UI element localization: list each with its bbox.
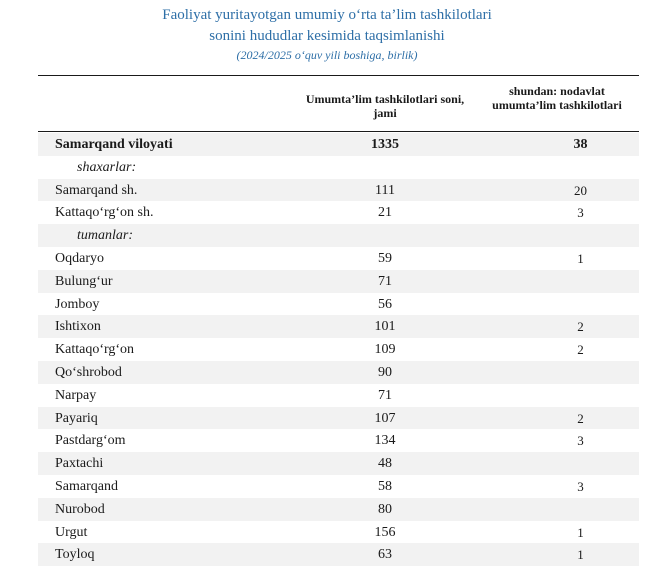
row-total-value: 111 — [375, 182, 395, 198]
row-name: Qo‘shrobod — [55, 364, 122, 380]
table-row — [38, 338, 639, 361]
row-private-value: 3 — [577, 433, 584, 449]
table-row — [38, 498, 639, 521]
row-total-value: 101 — [374, 319, 396, 335]
row-total-value: 80 — [378, 501, 392, 517]
row-name: tumanlar: — [77, 228, 133, 244]
row-name: Jomboy — [55, 296, 100, 312]
row-total-value: 71 — [378, 387, 392, 403]
row-private-value: 3 — [577, 478, 584, 494]
row-name: Kattaqo‘rg‘on — [55, 342, 135, 358]
row-private-value: 3 — [577, 205, 584, 221]
row-name: Urgut — [55, 524, 88, 540]
group-row — [38, 224, 639, 247]
table-row — [38, 452, 639, 475]
table-row — [38, 407, 639, 430]
group-row — [38, 156, 639, 179]
total-row — [38, 133, 639, 156]
table-row — [38, 315, 639, 338]
table-row — [38, 361, 639, 384]
row-private-value: 2 — [577, 342, 584, 358]
row-private-value: 1 — [577, 524, 584, 540]
row-total-value: 1335 — [371, 137, 399, 152]
row-name: Toyloq — [55, 547, 95, 563]
row-total-value: 48 — [378, 456, 392, 472]
row-name: Oqdaryo — [55, 250, 104, 266]
table-row — [38, 429, 639, 452]
table-row — [38, 475, 639, 498]
table-title-line-1: Faoliyat yuritayotgan umumiy o‘rta ta’lim tashkilotlari — [162, 7, 492, 23]
table-header-rule — [38, 131, 639, 132]
row-total-value: 21 — [378, 205, 392, 221]
row-private-value: 1 — [577, 547, 584, 563]
table-body — [38, 133, 639, 566]
row-name: shaxarlar: — [77, 159, 137, 175]
row-name: Kattaqo‘rg‘on sh. — [55, 205, 154, 221]
row-total-value: 109 — [374, 342, 396, 358]
row-total-value: 71 — [378, 273, 392, 289]
row-total-value: 58 — [378, 478, 392, 494]
row-name: Samarqand viloyati — [55, 137, 173, 152]
row-total-value: 134 — [374, 433, 396, 449]
row-total-value: 63 — [378, 547, 392, 563]
row-private-value: 20 — [574, 182, 587, 198]
row-name: Nurobod — [55, 501, 105, 517]
column-header-private: shundan: nodavlat umumta’lim tashkilotlari — [492, 84, 622, 112]
table-row — [38, 179, 639, 202]
table-subtitle: (2024/2025 o‘quv yili boshiga, birlik) — [236, 48, 418, 62]
row-name: Payariq — [55, 410, 98, 426]
row-private-value: 38 — [573, 137, 588, 152]
row-name: Paxtachi — [55, 456, 104, 472]
table-row — [38, 247, 639, 270]
table-row — [38, 270, 639, 293]
row-name: Bulung‘ur — [55, 273, 113, 289]
row-private-value: 2 — [577, 410, 584, 426]
row-name: Narpay — [55, 387, 97, 403]
row-private-value: 1 — [577, 250, 584, 266]
table-row — [38, 293, 639, 316]
row-total-value: 107 — [374, 410, 396, 426]
row-name: Ishtixon — [55, 319, 101, 335]
row-total-value: 156 — [374, 524, 396, 540]
row-name: Samarqand sh. — [55, 182, 138, 198]
row-total-value: 56 — [378, 296, 392, 312]
row-private-value: 2 — [577, 319, 584, 335]
row-total-value: 90 — [378, 364, 392, 380]
row-name: Samarqand — [55, 478, 118, 494]
table-top-rule — [38, 75, 639, 76]
column-header-total: Umumta’lim tashkilotlari soni, jami — [305, 92, 465, 120]
table-row — [38, 521, 639, 544]
row-total-value: 59 — [378, 250, 392, 266]
table-row — [38, 201, 639, 224]
table-title-line-2: sonini hududlar kesimida taqsimlanishi — [209, 28, 445, 44]
row-name: Pastdarg‘om — [55, 433, 126, 449]
table-row — [38, 384, 639, 407]
